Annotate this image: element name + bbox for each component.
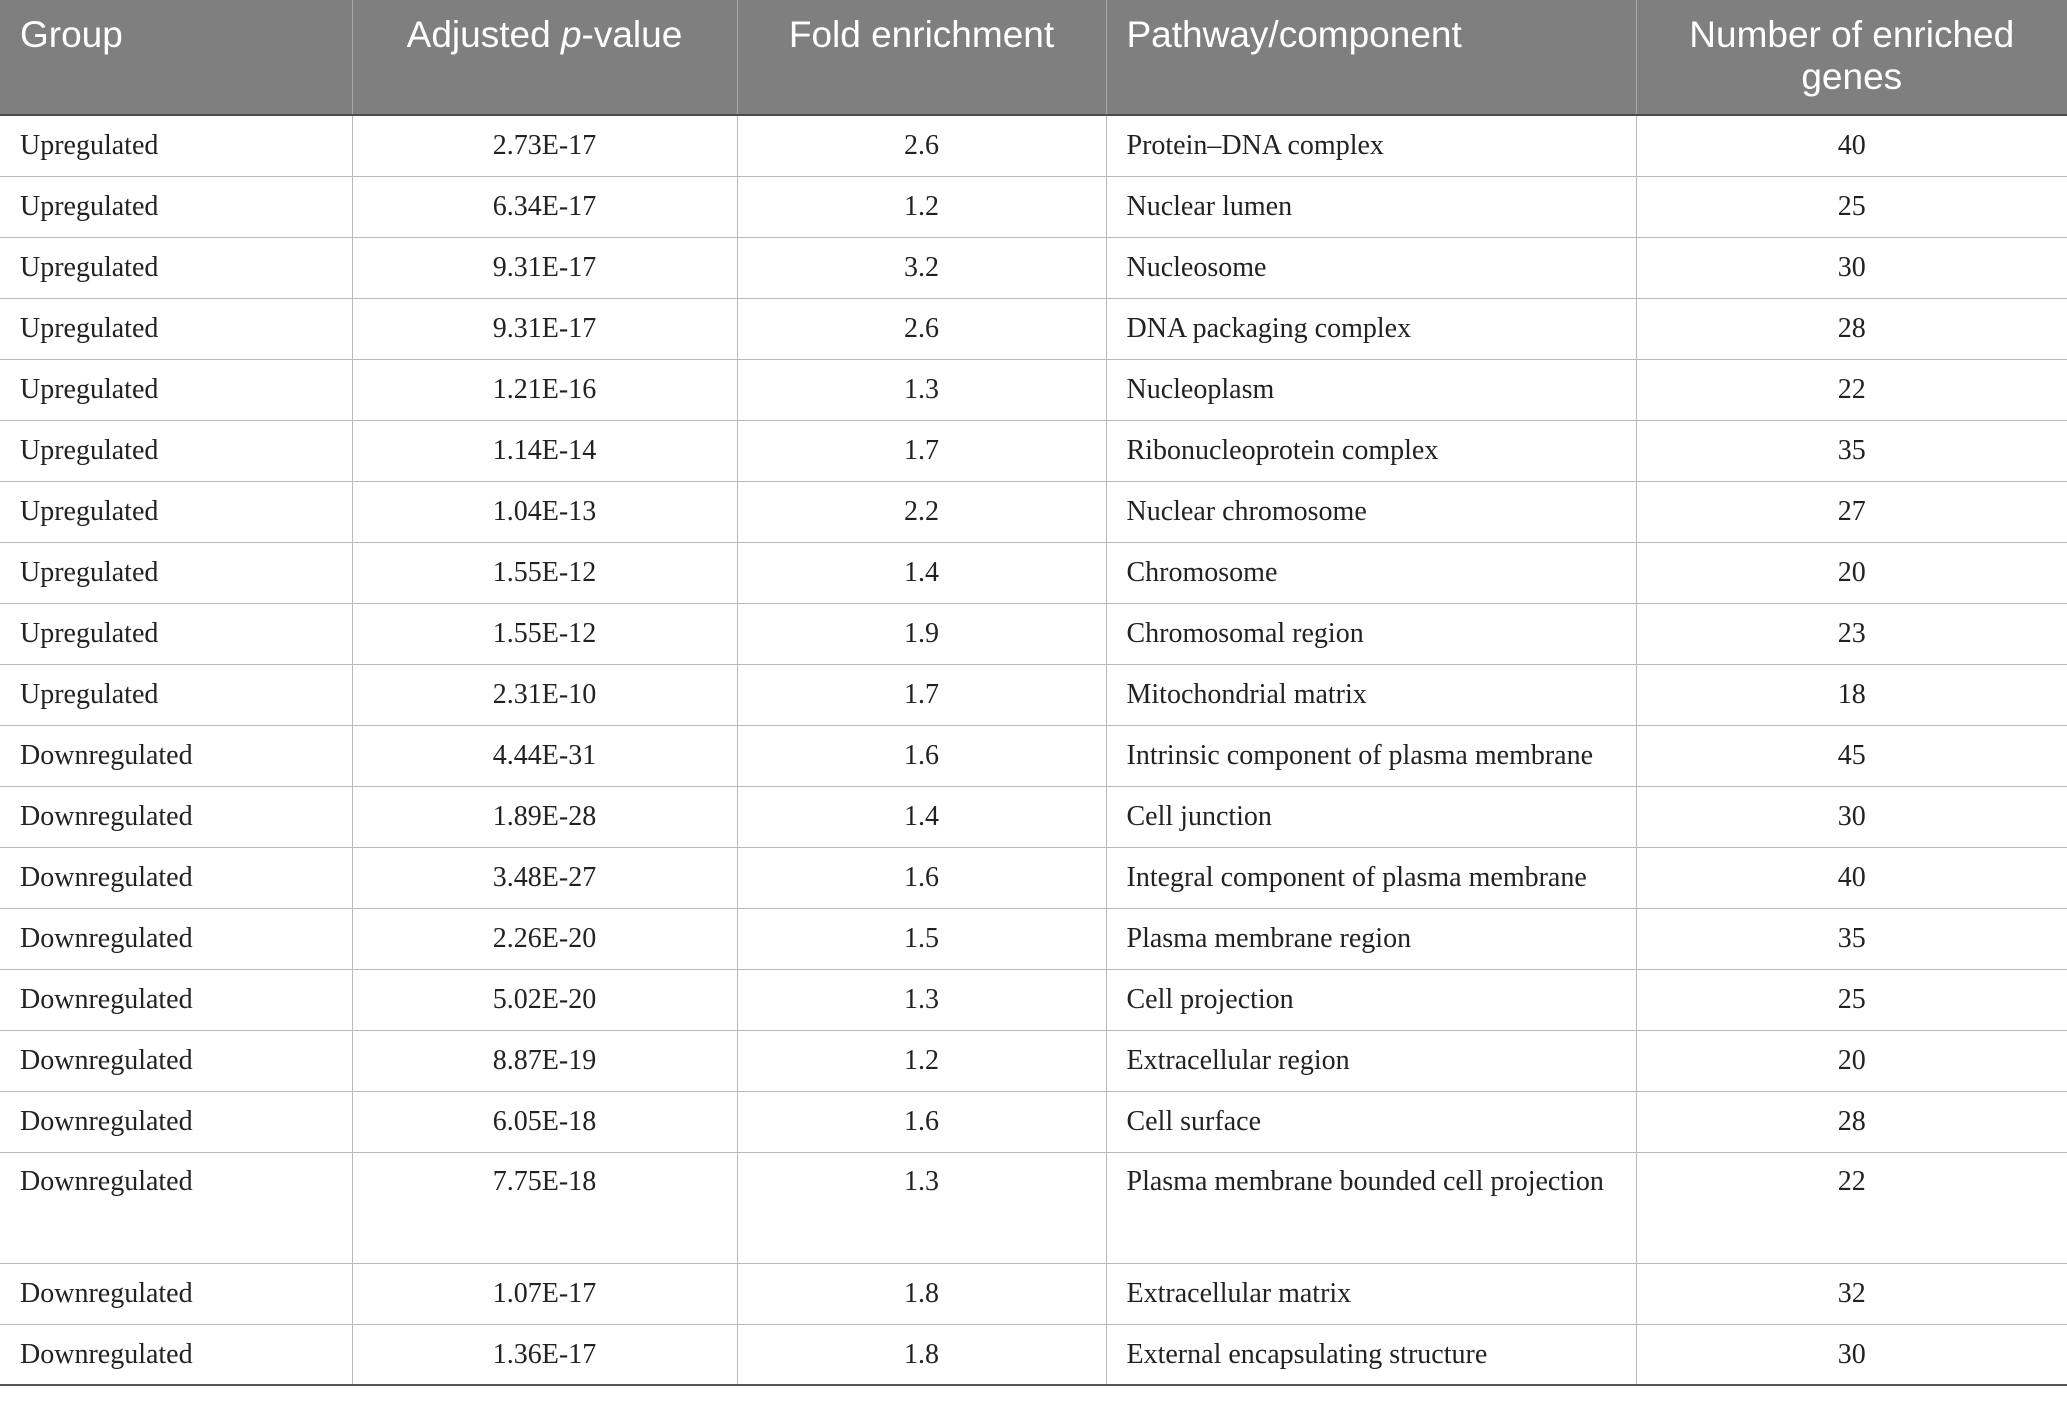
cell-group: Upregulated: [0, 664, 352, 725]
cell-adjusted-pvalue: 9.31E-17: [352, 298, 737, 359]
cell-pathway-component: External encapsulating structure: [1106, 1324, 1636, 1385]
cell-fold-enrichment: 1.6: [737, 847, 1106, 908]
header-adjusted-pvalue-italic: p: [560, 14, 582, 55]
cell-number-of-enriched-genes: 22: [1636, 1152, 2067, 1263]
table-row: [0, 786, 2067, 847]
header-number-of-enriched-genes: Number of enriched genes: [1636, 0, 2067, 115]
table-row: [0, 908, 2067, 969]
cell-number-of-enriched-genes: 25: [1636, 969, 2067, 1030]
cell-adjusted-pvalue: 8.87E-19: [352, 1030, 737, 1091]
cell-pathway-component: Chromosomal region: [1106, 603, 1636, 664]
cell-number-of-enriched-genes: 27: [1636, 481, 2067, 542]
table-row: [0, 420, 2067, 481]
cell-number-of-enriched-genes: 20: [1636, 542, 2067, 603]
header-row: [0, 0, 2067, 115]
cell-adjusted-pvalue: 9.31E-17: [352, 237, 737, 298]
cell-fold-enrichment: 1.2: [737, 1030, 1106, 1091]
cell-pathway-component: Chromosome: [1106, 542, 1636, 603]
cell-pathway-component: Plasma membrane region: [1106, 908, 1636, 969]
table-row: [0, 1152, 2067, 1263]
cell-group: Upregulated: [0, 603, 352, 664]
table-row: [0, 542, 2067, 603]
cell-pathway-component: Nuclear chromosome: [1106, 481, 1636, 542]
cell-fold-enrichment: 1.2: [737, 176, 1106, 237]
header-group: Group: [0, 0, 352, 115]
cell-number-of-enriched-genes: 30: [1636, 237, 2067, 298]
cell-adjusted-pvalue: 1.36E-17: [352, 1324, 737, 1385]
cell-fold-enrichment: 1.8: [737, 1263, 1106, 1324]
cell-group: Downregulated: [0, 1152, 352, 1263]
cell-number-of-enriched-genes: 40: [1636, 847, 2067, 908]
table-row: [0, 664, 2067, 725]
cell-fold-enrichment: 1.8: [737, 1324, 1106, 1385]
cell-adjusted-pvalue: 1.14E-14: [352, 420, 737, 481]
cell-number-of-enriched-genes: 40: [1636, 115, 2067, 176]
cell-group: Downregulated: [0, 1091, 352, 1152]
cell-number-of-enriched-genes: 45: [1636, 725, 2067, 786]
cell-number-of-enriched-genes: 18: [1636, 664, 2067, 725]
header-adjusted-pvalue: [352, 0, 737, 115]
cell-fold-enrichment: 2.6: [737, 298, 1106, 359]
table-row: [0, 298, 2067, 359]
cell-pathway-component: Mitochondrial matrix: [1106, 664, 1636, 725]
cell-group: Upregulated: [0, 298, 352, 359]
header-adjusted-pvalue-suffix: -value: [581, 14, 683, 55]
cell-group: Downregulated: [0, 1324, 352, 1385]
cell-number-of-enriched-genes: 28: [1636, 1091, 2067, 1152]
table-row: [0, 847, 2067, 908]
table-row: [0, 115, 2067, 176]
cell-fold-enrichment: 1.5: [737, 908, 1106, 969]
cell-adjusted-pvalue: 7.75E-18: [352, 1152, 737, 1263]
cell-number-of-enriched-genes: 25: [1636, 176, 2067, 237]
table-row: [0, 481, 2067, 542]
cell-fold-enrichment: 1.3: [737, 1152, 1106, 1263]
cell-pathway-component: Plasma membrane bounded cell projection: [1106, 1152, 1636, 1263]
table-row: [0, 1324, 2067, 1385]
cell-adjusted-pvalue: 1.04E-13: [352, 481, 737, 542]
table-row: [0, 725, 2067, 786]
table-body: [0, 115, 2067, 1385]
cell-fold-enrichment: 1.6: [737, 725, 1106, 786]
cell-adjusted-pvalue: 6.05E-18: [352, 1091, 737, 1152]
cell-fold-enrichment: 2.6: [737, 115, 1106, 176]
cell-group: Upregulated: [0, 481, 352, 542]
cell-adjusted-pvalue: 2.73E-17: [352, 115, 737, 176]
cell-group: Upregulated: [0, 420, 352, 481]
cell-group: Downregulated: [0, 908, 352, 969]
cell-fold-enrichment: 1.4: [737, 786, 1106, 847]
cell-fold-enrichment: 1.3: [737, 359, 1106, 420]
cell-group: Downregulated: [0, 847, 352, 908]
header-fold-enrichment: Fold enrichment: [737, 0, 1106, 115]
cell-fold-enrichment: 2.2: [737, 481, 1106, 542]
cell-adjusted-pvalue: 1.89E-28: [352, 786, 737, 847]
cell-group: Downregulated: [0, 1263, 352, 1324]
cell-pathway-component: Ribonucleoprotein complex: [1106, 420, 1636, 481]
table-row: [0, 359, 2067, 420]
cell-pathway-component: DNA packaging complex: [1106, 298, 1636, 359]
cell-fold-enrichment: 1.6: [737, 1091, 1106, 1152]
cell-number-of-enriched-genes: 32: [1636, 1263, 2067, 1324]
cell-number-of-enriched-genes: 35: [1636, 420, 2067, 481]
cell-adjusted-pvalue: 1.55E-12: [352, 603, 737, 664]
cell-fold-enrichment: 1.4: [737, 542, 1106, 603]
cell-number-of-enriched-genes: 23: [1636, 603, 2067, 664]
cell-group: Downregulated: [0, 969, 352, 1030]
cell-pathway-component: Protein–DNA complex: [1106, 115, 1636, 176]
cell-pathway-component: Cell surface: [1106, 1091, 1636, 1152]
cell-group: Downregulated: [0, 1030, 352, 1091]
cell-group: Upregulated: [0, 542, 352, 603]
cell-group: Downregulated: [0, 786, 352, 847]
table-row: [0, 237, 2067, 298]
cell-adjusted-pvalue: 1.21E-16: [352, 359, 737, 420]
cell-adjusted-pvalue: 5.02E-20: [352, 969, 737, 1030]
table-row: [0, 1091, 2067, 1152]
cell-pathway-component: Intrinsic component of plasma membrane: [1106, 725, 1636, 786]
cell-adjusted-pvalue: 2.31E-10: [352, 664, 737, 725]
cell-adjusted-pvalue: 6.34E-17: [352, 176, 737, 237]
cell-group: Downregulated: [0, 725, 352, 786]
cell-number-of-enriched-genes: 30: [1636, 1324, 2067, 1385]
cell-number-of-enriched-genes: 30: [1636, 786, 2067, 847]
cell-adjusted-pvalue: 4.44E-31: [352, 725, 737, 786]
cell-pathway-component: Nucleosome: [1106, 237, 1636, 298]
cell-number-of-enriched-genes: 35: [1636, 908, 2067, 969]
cell-fold-enrichment: 1.9: [737, 603, 1106, 664]
cell-group: Upregulated: [0, 237, 352, 298]
cell-pathway-component: Nuclear lumen: [1106, 176, 1636, 237]
table-header: [0, 0, 2067, 115]
cell-fold-enrichment: 1.7: [737, 420, 1106, 481]
cell-number-of-enriched-genes: 22: [1636, 359, 2067, 420]
cell-group: Upregulated: [0, 359, 352, 420]
cell-pathway-component: Integral component of plasma membrane: [1106, 847, 1636, 908]
cell-group: Upregulated: [0, 115, 352, 176]
cell-number-of-enriched-genes: 28: [1636, 298, 2067, 359]
cell-adjusted-pvalue: 1.07E-17: [352, 1263, 737, 1324]
cell-pathway-component: Cell projection: [1106, 969, 1636, 1030]
cell-fold-enrichment: 1.7: [737, 664, 1106, 725]
cell-pathway-component: Cell junction: [1106, 786, 1636, 847]
cell-adjusted-pvalue: 1.55E-12: [352, 542, 737, 603]
table-row: [0, 176, 2067, 237]
header-adjusted-pvalue-prefix: Adjusted: [406, 14, 561, 55]
cell-fold-enrichment: 1.3: [737, 969, 1106, 1030]
table-row: [0, 969, 2067, 1030]
table-row: [0, 1030, 2067, 1091]
table-row: [0, 1263, 2067, 1324]
cell-pathway-component: Nucleoplasm: [1106, 359, 1636, 420]
cell-pathway-component: Extracellular matrix: [1106, 1263, 1636, 1324]
cell-adjusted-pvalue: 2.26E-20: [352, 908, 737, 969]
cell-group: Upregulated: [0, 176, 352, 237]
table-row: [0, 603, 2067, 664]
cell-fold-enrichment: 3.2: [737, 237, 1106, 298]
cell-number-of-enriched-genes: 20: [1636, 1030, 2067, 1091]
header-pathway-component: Pathway/component: [1106, 0, 1636, 115]
cell-pathway-component: Extracellular region: [1106, 1030, 1636, 1091]
cell-adjusted-pvalue: 3.48E-27: [352, 847, 737, 908]
